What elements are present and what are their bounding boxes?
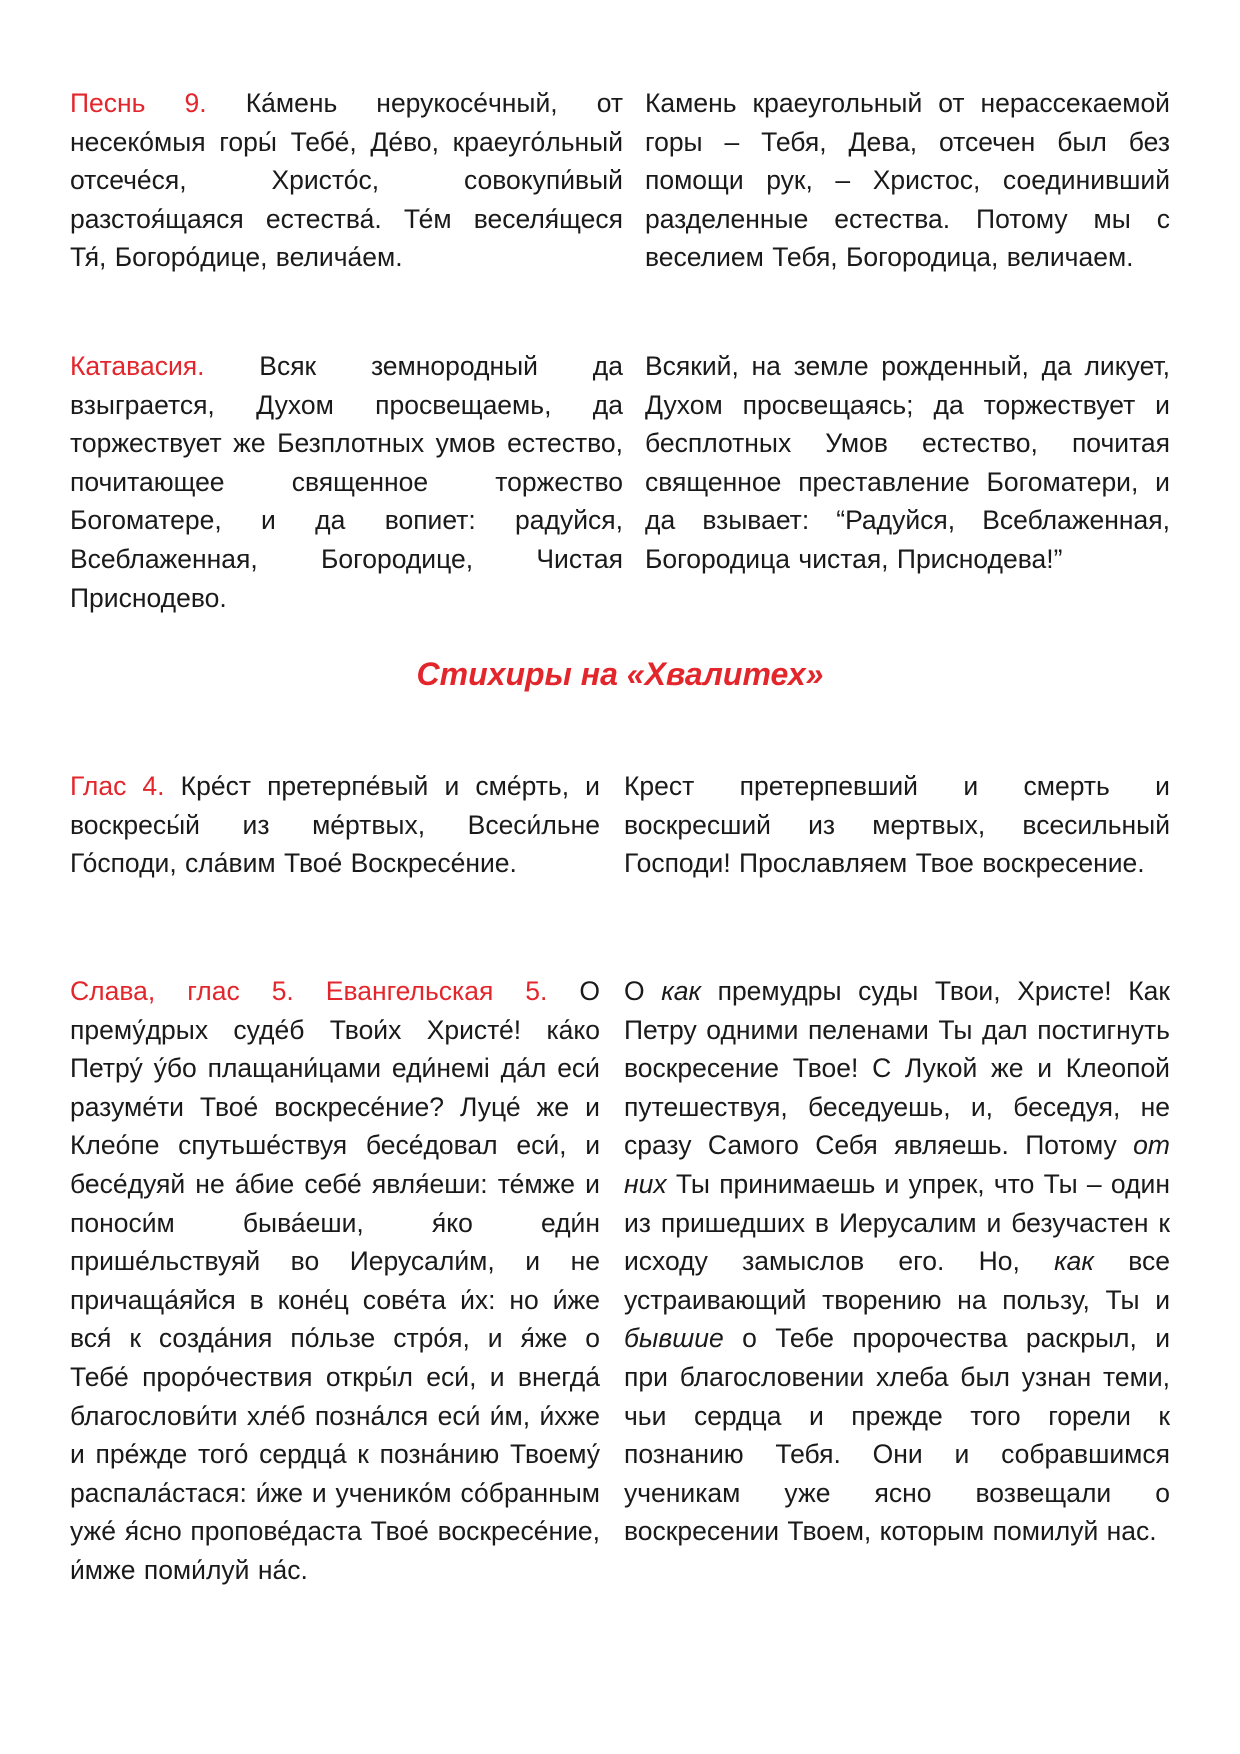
russian-text-part: Ты принимаешь и упрек, что Ты – один из пришедших в Иерусалим и безучастен к исходу замыслов его. Но, bbox=[624, 1168, 1170, 1277]
slavonic-column bbox=[70, 972, 600, 1590]
russian-text-part: премудры суды Твои, Христе! Как Петру одними пеленами Ты дал постигнуть воскресение Твое! С Лукой же и Клеопой путешествуя, беседуешь, и, беседуя, не сразу Самого Себя являешь. Потому bbox=[624, 976, 1170, 1161]
russian-text: Камень краеугольный от нерассекаемой горы – Тебя, Дева, отсечен был без помощи рук, – Христос, соединивший разделенные естества. Потому мы с веселием Тебя, Богородица, величаем. bbox=[645, 88, 1170, 273]
block-label: Катавасия. bbox=[70, 351, 260, 381]
russian-column bbox=[645, 347, 1170, 617]
slavonic-column bbox=[70, 347, 623, 617]
section-heading: Стихиры на «Хвалитех» bbox=[416, 656, 824, 692]
russian-column bbox=[624, 767, 1170, 883]
russian-text: Всякий, на земле рожденный, да ликует, Духом просвещаясь; да торжествует и бесплотных Умов естество, почитая священное преставление Богоматери, и да взывает: “Радуйся, Всеблаженная, Богородица чистая, Приснодева!” bbox=[645, 351, 1170, 574]
russian-text-italic: от них bbox=[624, 1130, 1170, 1199]
russian-column bbox=[645, 84, 1170, 277]
block-label: Глас 4. bbox=[70, 771, 181, 801]
block-label: Песнь 9. bbox=[70, 88, 246, 118]
block-label: Слава, глас 5. Евангельская 5. bbox=[70, 976, 580, 1006]
russian-text-part: о Тебе пророчества раскрыл, и при благословении хлеба был узнан теми, чьи сердца и прежде того горели к познанию Тебя. Они и собравшимся ученикам уже ясно возвещали о воскресении Твоем, которым помилуй нас. bbox=[624, 1323, 1170, 1547]
russian-text-italic: как bbox=[661, 976, 701, 1006]
slavonic-text: Всяк земнородный да взыграется, Духом просвещаемь, да торжествует же Безплотных умов естество, почитающее священное торжество Богоматере, и да вопиет: радуйся, Всеблаженная, Богородице, Чистая Приснодево. bbox=[70, 351, 623, 613]
slavonic-text: Ка́мень нерукосе́чный, от несеко́мыя горы́ Тебе́, Де́во, краеуго́льный отсече́ся, Христо́с, совокупи́вый разстоя́щаяся естества́. Те́м веселя́щеся Тя́, Богоро́дице, велича́ем. bbox=[70, 88, 623, 273]
slavonic-column bbox=[70, 84, 623, 277]
text-block-glory-tone-5 bbox=[70, 972, 1170, 1590]
text-block-katavasia bbox=[70, 347, 1170, 617]
russian-text-part: все устраивающий творению на пользу, Ты и bbox=[624, 1246, 1170, 1315]
slavonic-text: Кре́ст претерпе́вый и сме́рть, и воскресы́й из ме́ртвых, Всеси́льне Го́споди, сла́вим Твое́ Воскресе́ние. bbox=[70, 771, 600, 879]
slavonic-text: О прему́дрых суде́б Твои́х Христе́! ка́ко Петру́ у́бо плащани́цами еди́немi да́л еси́ разуме́ти Твое́ воскресе́ние? Луце́ же и Клео́пе спутьше́ствуя бесе́довал еси́, и бесе́дуяй не а́бие себе́ явля́еши: те́мже и поноси́м быва́еши, я́ко еди́н прише́льствуяй во Иерусали́м, и не причаща́яйся в коне́ц сове́та и́х: но и́же вся́ к созда́ния по́льзе стро́я, и я́же о Тебе́ проро́чествия откры́л еси́, и внегда́ благослови́ти хле́б позна́лся еси́ и́м, и́хже и пре́жде того́ сердца́ к позна́нию Твоему́ распала́стася: и́же и ученико́м со́бранным уже́ я́сно пропове́даста Твое́ воскресе́ние, и́мже поми́луй на́с. bbox=[70, 976, 600, 1585]
russian-text-italic: бывшие bbox=[624, 1323, 724, 1354]
russian-column bbox=[624, 972, 1170, 1590]
slavonic-column bbox=[70, 767, 600, 883]
russian-text: Крест претерпевший и смерть и воскресший из мертвых, всесильный Господи! Прославляем Твое воскресение. bbox=[624, 771, 1170, 879]
text-block-tone-4 bbox=[70, 767, 1170, 883]
russian-text-italic: как bbox=[1054, 1246, 1094, 1277]
russian-text-part: О bbox=[624, 976, 662, 1006]
text-block-song-9 bbox=[70, 84, 1170, 277]
